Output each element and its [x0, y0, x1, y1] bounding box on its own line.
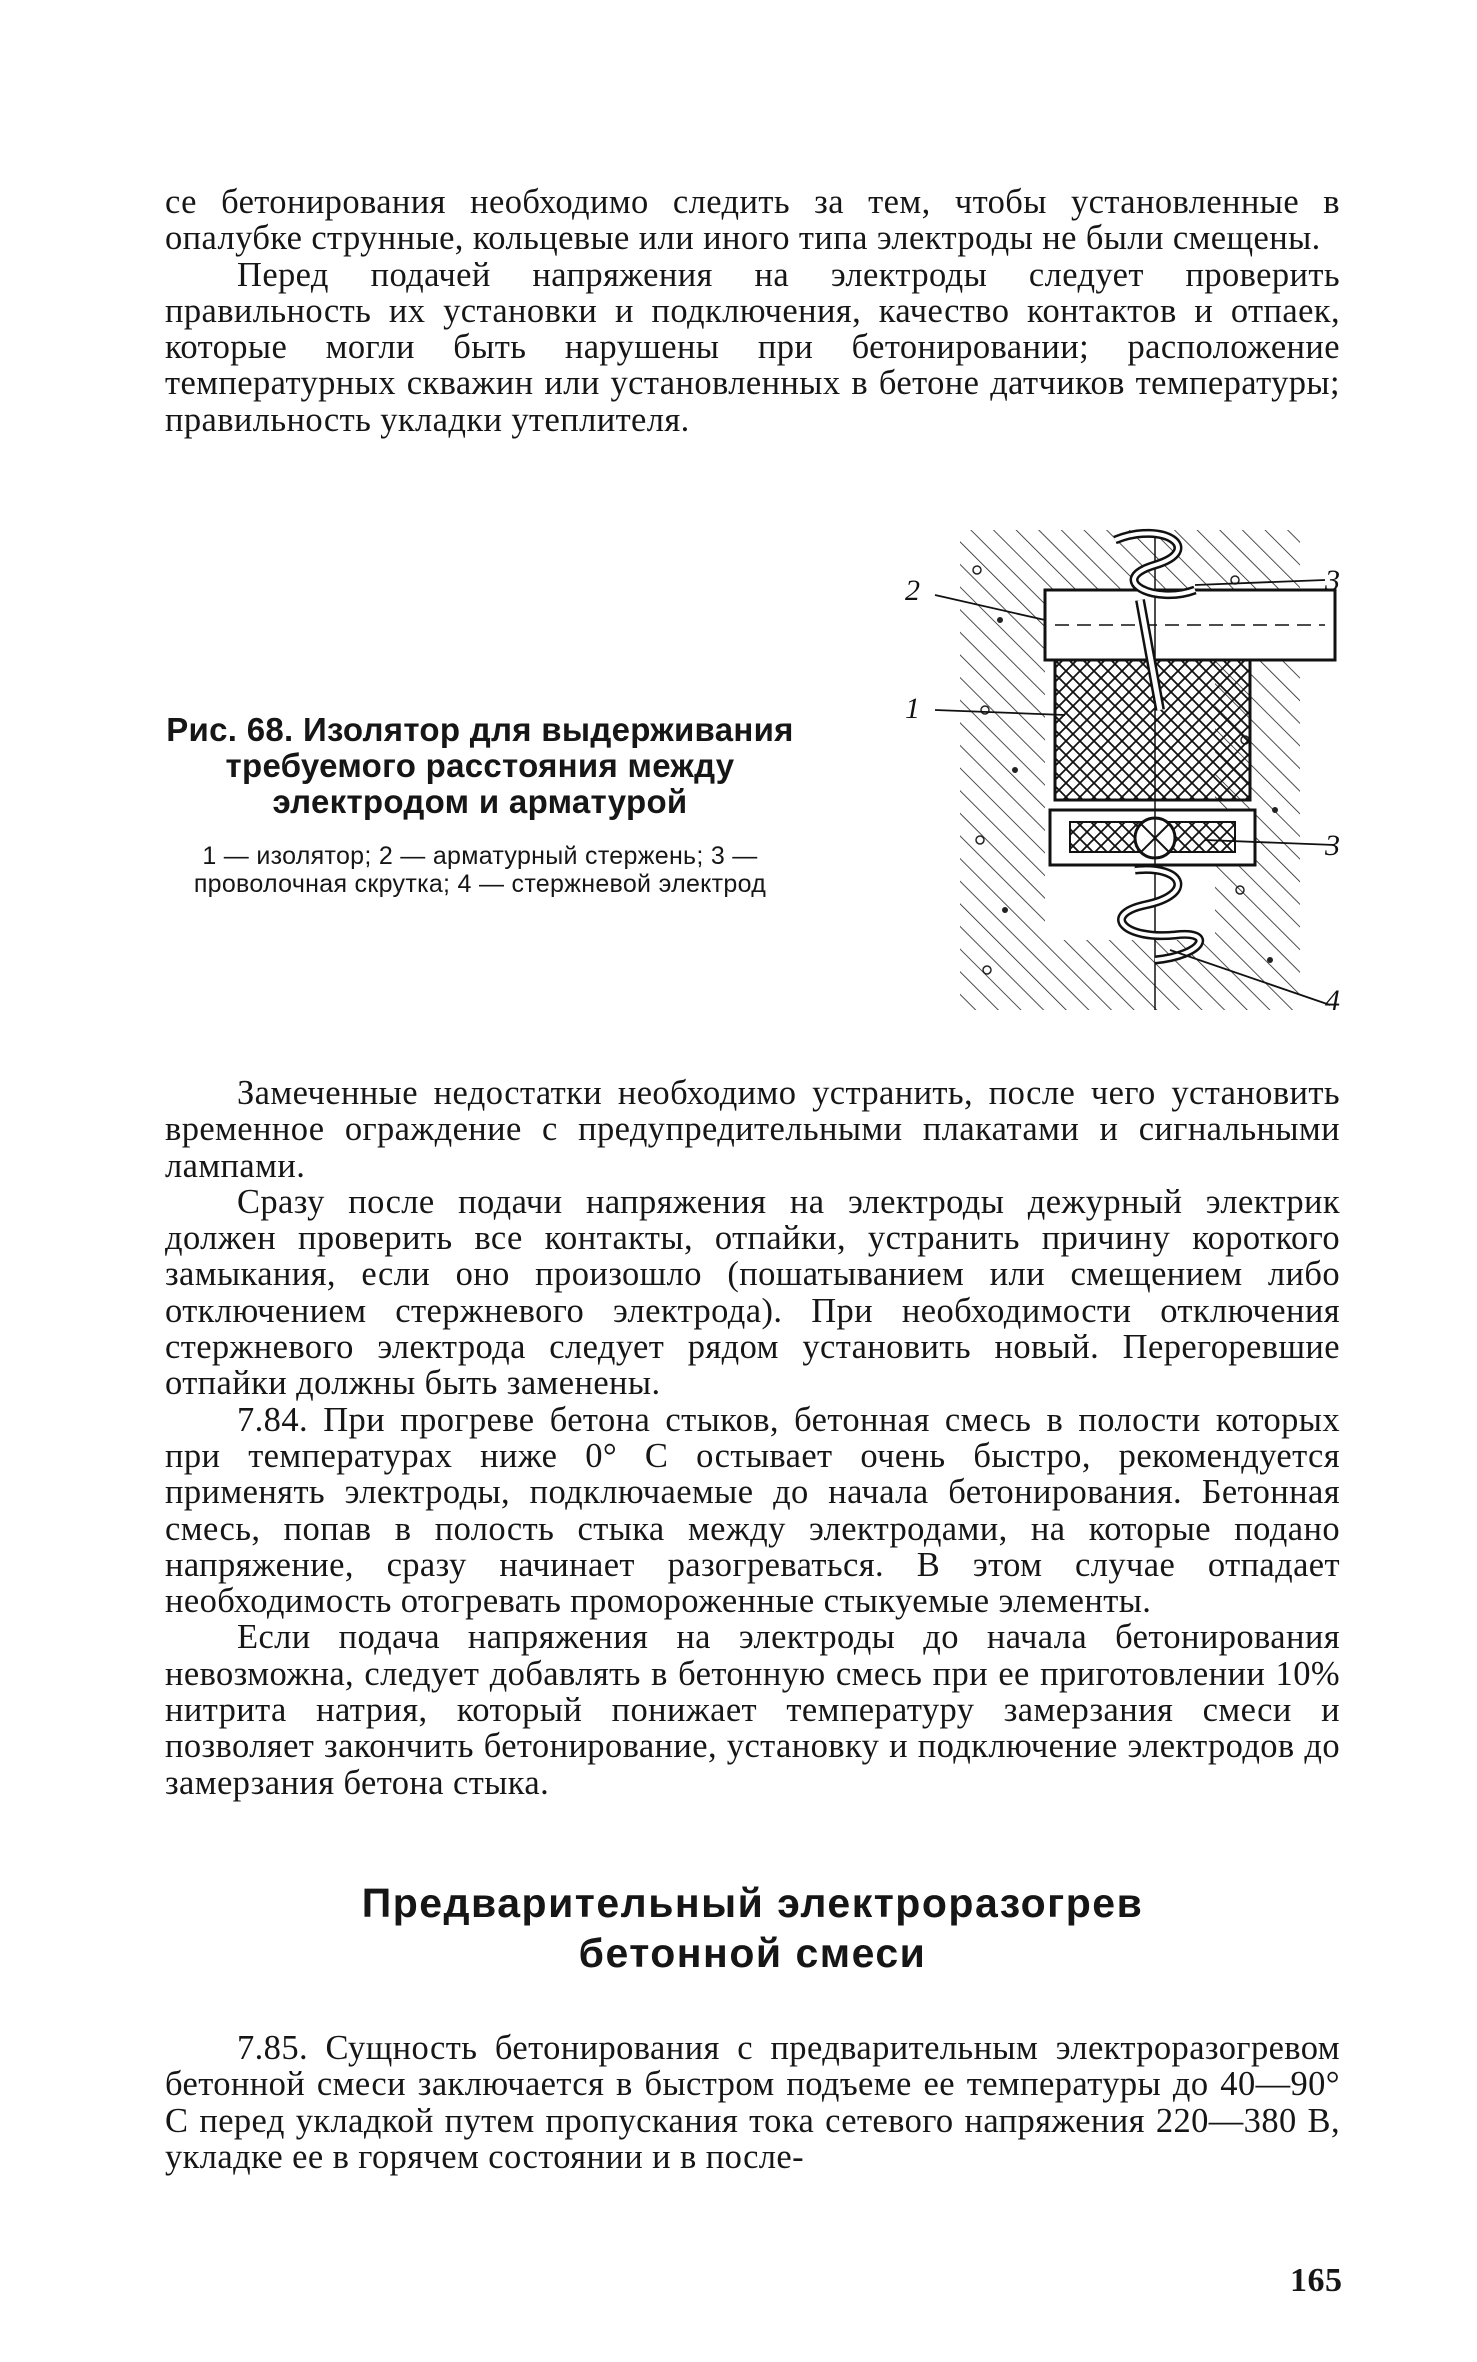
figure-caption	[160, 712, 800, 898]
text-block-top	[165, 184, 1340, 438]
paragraph: 7.85. Сущность бетонирования с предварительным электроразогревом бетонной смеси заключается в быстром подъеме ее температуры до 40—90° С перед укладкой путем пропускания тока сетевого напряжения 220—380 В, укладке ее в горячем состоянии и в после-	[165, 2029, 1340, 2176]
figure-title: Рис. 68. Изолятор для выдерживания требуемого расстояния между электродом и арматурой	[166, 711, 794, 820]
text-block-bottom	[165, 2030, 1340, 2175]
paragraph: Замеченные недостатки необходимо устранить, после чего установить временное ограждение с предупредительными плакатами и сигнальными лампами.	[165, 1074, 1340, 1185]
paragraph: 7.84. При прогреве бетона стыков, бетонная смесь в полости которых при температурах ниже 0° С остывает очень быстро, рекомендуется применять электроды, подключаемые до начала бетонирования. Бетонная смесь, попав в полость стыка между электродами, на которые подано напряжение, сразу начинает разогреваться. В этом случае отпадает необходимость отогревать промороженные стыкуемые элементы.	[165, 1400, 1340, 1621]
paragraph: Если подача напряжения на электроды до начала бетонирования невозможна, следует добавлять в бетонную смесь при ее приготовлении 10% нитрита натрия, который понижает температуру замерзания смеси и позволяет закончить бетонирование, установку и подключение электродов до замерзания бетона стыка.	[165, 1618, 1340, 1802]
section-heading-line: бетонной смеси	[578, 1930, 927, 1976]
label-1: 1	[905, 692, 920, 725]
paragraph: се бетонирования необходимо следить за тем, чтобы установленные в опалубке струнные, кольцевые или иного типа электроды не были смещены.	[165, 183, 1340, 258]
paragraph: Сразу после подачи напряжения на электроды дежурный электрик должен проверить все контакты, отпайки, устранить причину короткого замыкания, если оно произошло (пошатыванием или смещением либо отключением стержневого электрода). При необходимости отключения стержневого электрода следует рядом установить новый. Перегоревшие отпайки должны быть заменены.	[165, 1182, 1340, 1403]
section-heading-line: Предварительный электроразогрев	[361, 1880, 1144, 1926]
label-3-bottom: 3	[1325, 829, 1340, 862]
section-heading	[165, 1878, 1340, 1978]
text-block-middle	[165, 1075, 1340, 1801]
label-2: 2	[905, 574, 920, 607]
page-number: 165	[1290, 2262, 1343, 2299]
insulator-drawing	[905, 510, 1345, 1015]
concrete-left	[960, 530, 1045, 1010]
reinforcement-bar	[1045, 590, 1335, 660]
figure-legend: 1 — изолятор; 2 — арматурный стержень; 3 — проволочная скрутка; 4 — стержневой электрод	[193, 842, 767, 898]
paragraph: Перед подачей напряжения на электроды следует проверить правильность их установки и подключения, качество контактов и отпаек, которые могли быть нарушены при бетонировании; расположение температурных скважин или установленных в бетоне датчиков температуры; правильность укладки утеплителя.	[165, 255, 1340, 439]
label-4: 4	[1325, 984, 1340, 1015]
label-3-top: 3	[1325, 564, 1340, 597]
